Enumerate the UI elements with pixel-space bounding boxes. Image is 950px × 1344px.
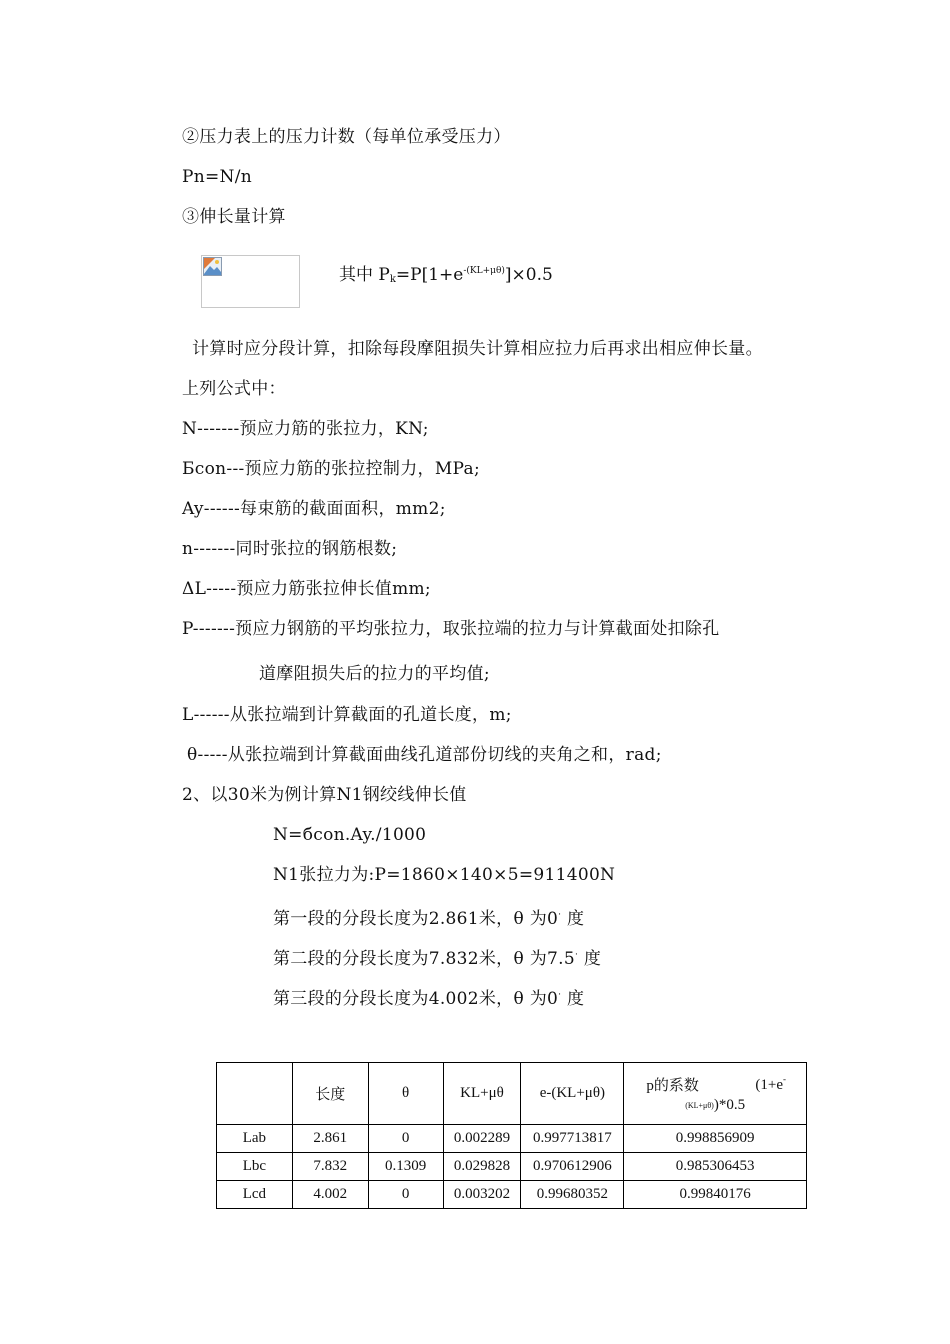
degree-mark: · [574,950,579,960]
segment-1-unit: 度 [567,909,585,929]
segment-3 [273,984,584,1010]
formula-legend-intro: 上列公式中： [182,379,286,399]
pk-formula [339,260,553,291]
header-kl-mu-theta: KL+μθ [443,1063,521,1125]
table-cell: Lcd [217,1181,293,1209]
table-row [217,1181,807,1209]
header-p-exponent: (KL+μθ) [685,1100,714,1110]
formula-image-placeholder [201,255,300,308]
segment-calc-note: 计算时应分段计算，扣除每段摩阻损失计算相应拉力后再求出相应伸长量。 [192,339,763,359]
header-p-formula-start: (1+e- [755,1073,786,1093]
example-heading: 2、以30米为例计算N1钢绞线伸长值 [182,785,467,805]
broken-image-icon [203,257,222,276]
table-header-row [217,1063,807,1125]
legend-l: L------从张拉端到计算截面的孔道长度，m; [182,705,512,725]
section-pressure-gauge-title: ②压力表上的压力计数（每单位承受压力） [182,127,511,147]
legend-n: N-------预应力筋的张拉力，KN; [182,419,429,439]
header-length: 长度 [292,1063,368,1125]
legend-ay: Ay------每束筋的截面面积，mm2; [182,499,446,519]
legend-p-continued: 道摩阻损失后的拉力的平均值; [259,664,490,684]
table-cell: 0 [368,1181,443,1209]
table-cell: 0.1309 [368,1153,443,1181]
degree-mark: · [558,990,562,1000]
legend-theta: θ-----从张拉端到计算截面曲线孔道部份切线的夹角之和，rad; [187,745,662,765]
table-cell: 0.99840176 [624,1181,807,1209]
legend-bcon: Бcon---预应力筋的张拉控制力，MPa; [182,459,480,479]
table-cell: 7.832 [292,1153,368,1181]
table-cell: 0 [368,1125,443,1153]
table-cell: 2.861 [292,1125,368,1153]
formula-end: ]×0.5 [504,265,553,285]
elongation-table [216,1062,807,1209]
table-cell: Lab [217,1125,293,1153]
table-cell: 0.970612906 [521,1153,624,1181]
formula-prefix: 其中 P [339,265,390,285]
segment-3-unit: 度 [567,989,585,1009]
table-cell: 0.997713817 [521,1125,624,1153]
segment-2-unit: 度 [583,949,602,969]
table-cell: 0.002289 [443,1125,521,1153]
table-cell: 0.99680352 [521,1181,624,1209]
segment-1-text: 第一段的分段长度为2.861米，θ 为0 [273,909,559,929]
header-blank [217,1063,293,1125]
segment-1 [273,904,584,930]
header-theta: θ [368,1063,443,1125]
table-cell: Lbc [217,1153,293,1181]
formula-mid: =P[1+e [395,265,464,285]
section-elongation-title: ③伸长量计算 [182,207,286,227]
formula-exponent: -(KL+μθ) [463,266,505,276]
header-p-coefficient [624,1063,807,1125]
table-row [217,1125,807,1153]
n1-tension: N1张拉力为:P=1860×140×5=911400N [273,865,616,885]
table-cell: 4.002 [292,1181,368,1209]
header-p-formula-end: )*0.5 [713,1096,746,1113]
degree-mark: · [558,910,562,920]
table-cell: 0.029828 [443,1153,521,1181]
segment-2-text: 第二段的分段长度为7.832米，θ 为7.5 [273,949,575,969]
formula-subscript: k [389,274,396,285]
table-cell: 0.985306453 [624,1153,807,1181]
table-cell: 0.003202 [443,1181,521,1209]
formula-n: N=бcon.Ay./1000 [273,825,427,845]
legend-p: P-------预应力钢筋的平均张拉力，取张拉端的拉力与计算截面处扣除孔 [182,619,720,639]
formula-pn: Pn=N/n [182,167,252,187]
table-cell: 0.998856909 [624,1125,807,1153]
header-exp: e-(KL+μθ) [521,1063,624,1125]
legend-delta-l: ΔL-----预应力筋张拉伸长值mm; [182,579,431,599]
table-row [217,1153,807,1181]
segment-3-text: 第三段的分段长度为4.002米，θ 为0 [273,989,559,1009]
legend-small-n: n-------同时张拉的钢筋根数; [182,539,398,559]
segment-2 [273,944,601,970]
header-p-label: p的系数 [646,1077,699,1094]
